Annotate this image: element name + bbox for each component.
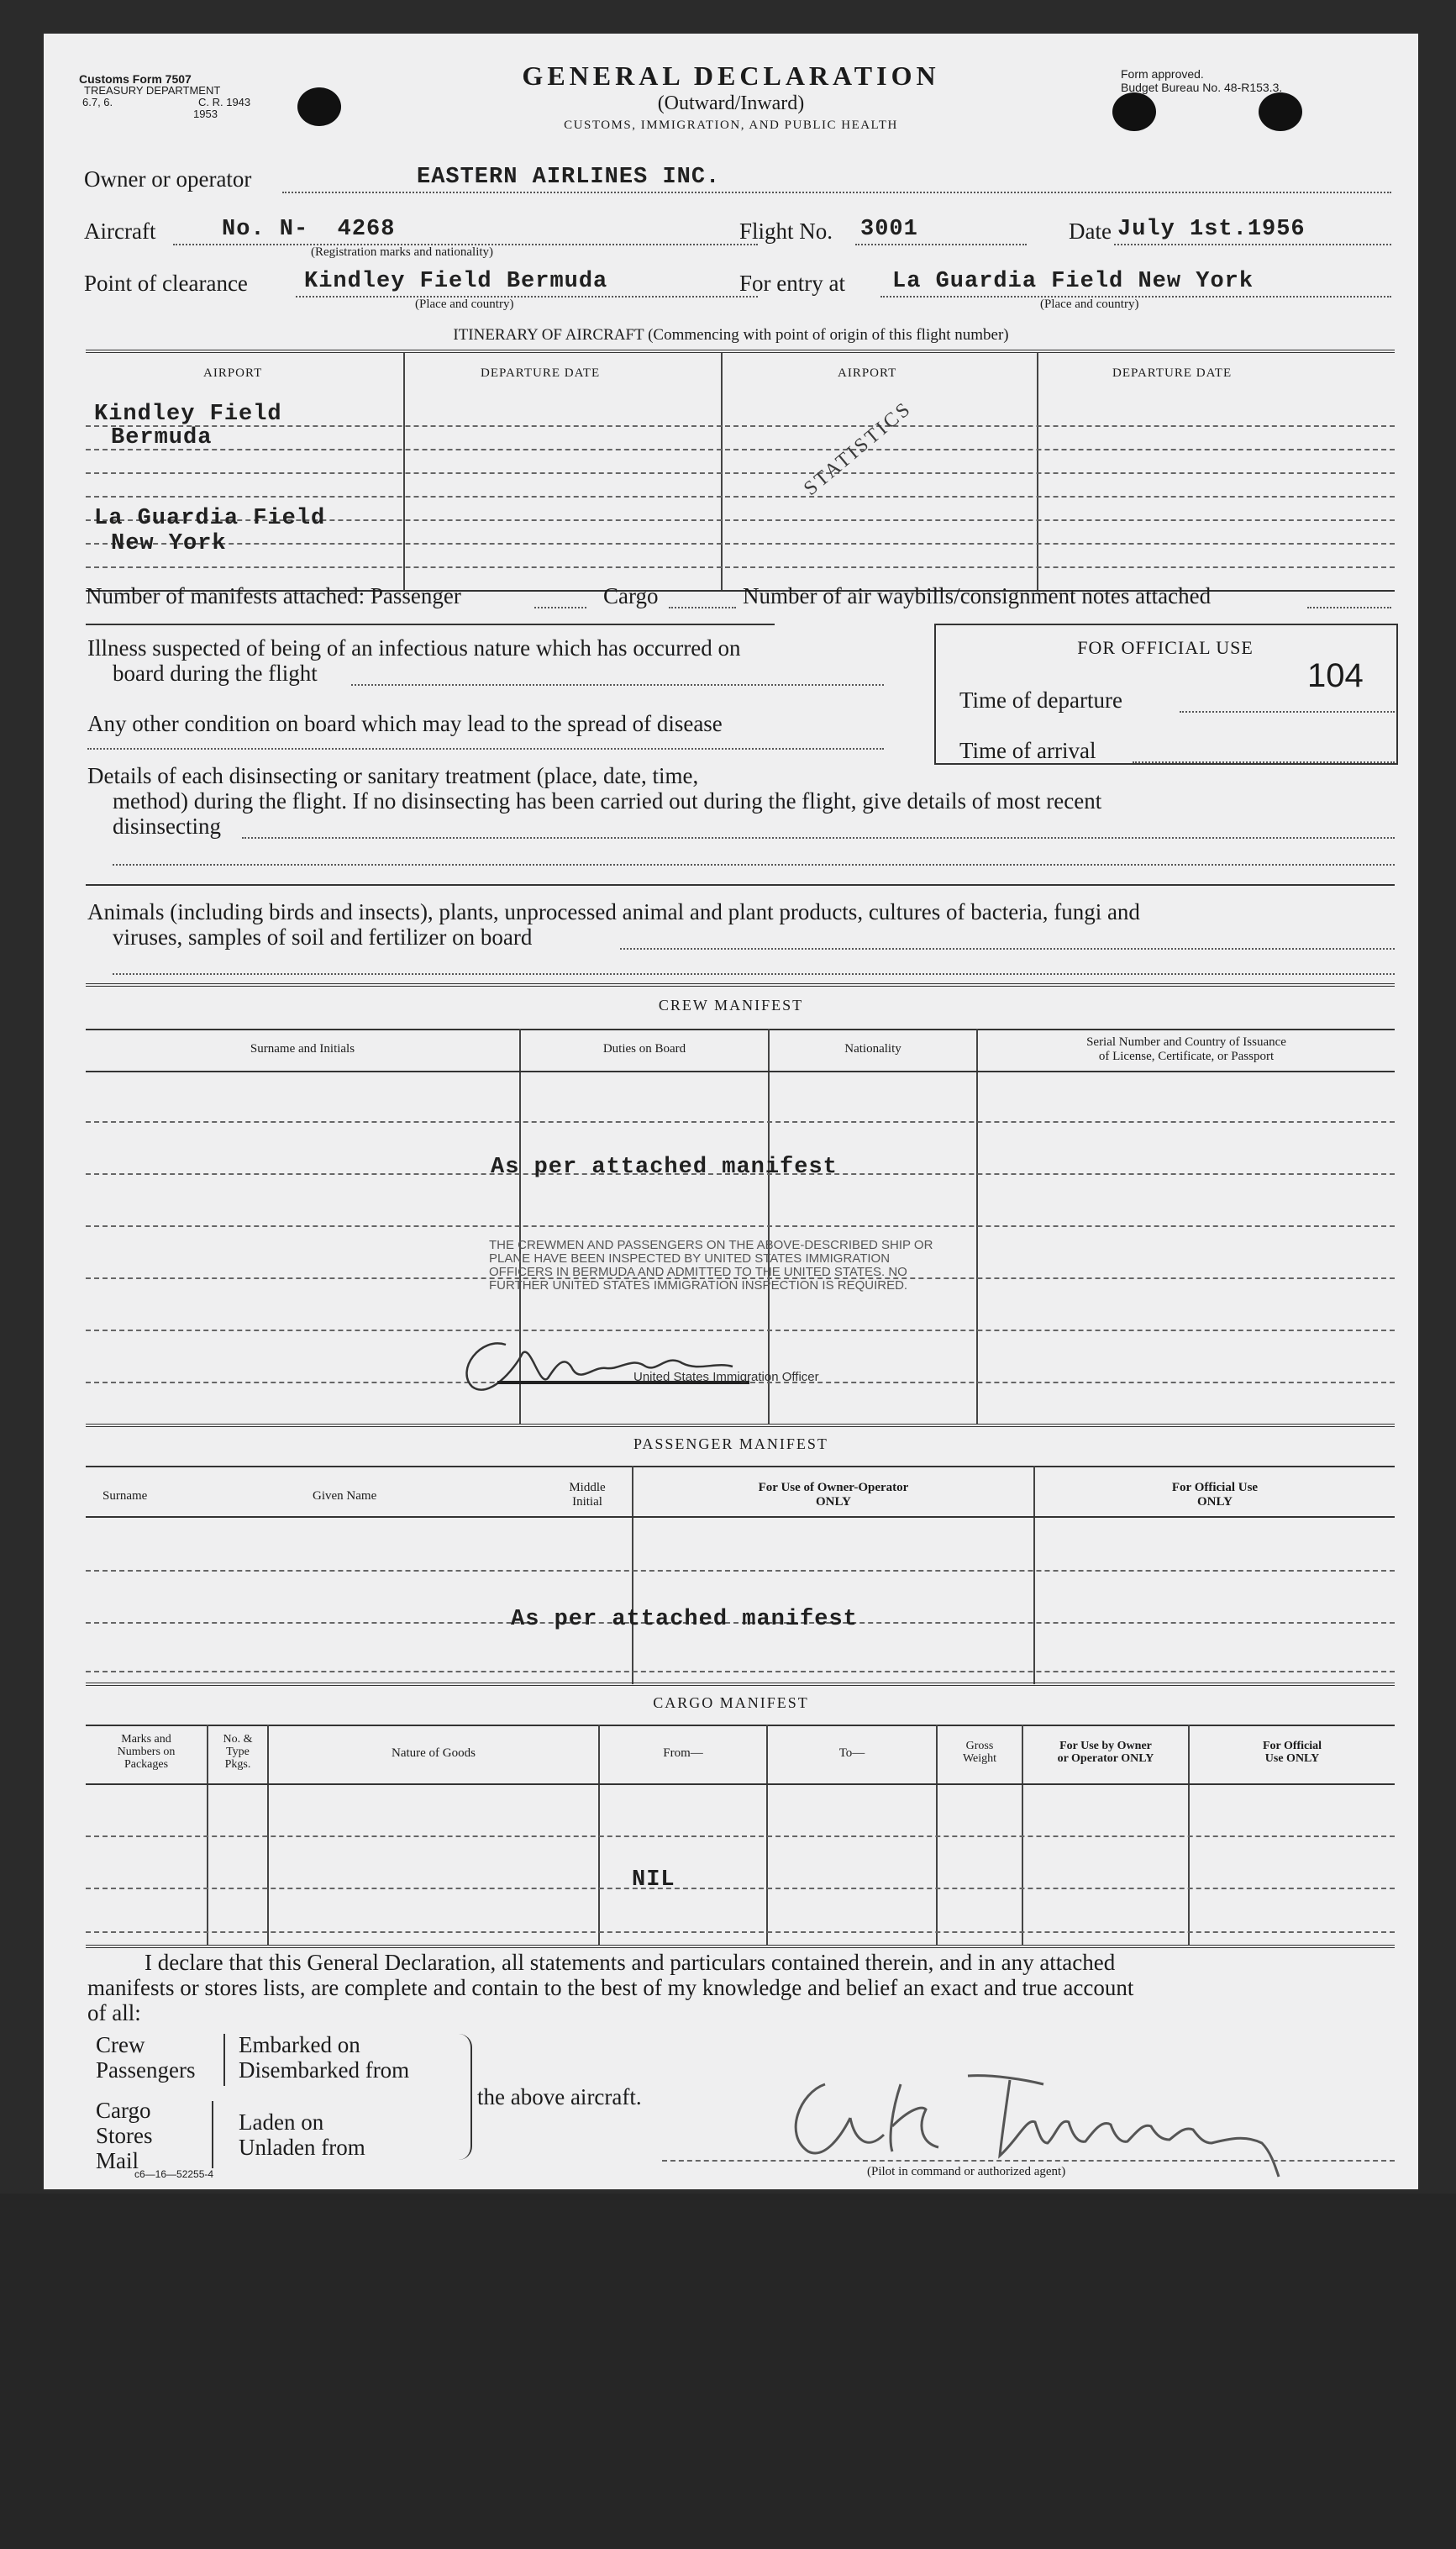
passenger-col-given: Given Name [313, 1489, 377, 1503]
clearance-note: (Place and country) [415, 298, 514, 311]
form-title: GENERAL DECLARATION [522, 61, 940, 91]
passenger-col-official-1: For Official Use [1171, 1481, 1259, 1494]
crew-col-serial-2: of License, Certificate, or Passport [1098, 1050, 1275, 1063]
crew-col-serial-1: Serial Number and Country of Issuance [1086, 1035, 1286, 1049]
cargo-divider [598, 1725, 600, 1945]
cargo-col-marks-line: Packages [124, 1758, 169, 1771]
animals-line [113, 973, 1395, 975]
manifests-label: Number of manifests attached: Passenger [86, 583, 461, 608]
pilot-label: (Pilot in command or authorized agent) [867, 2165, 1066, 2178]
itinerary-row-line [86, 496, 1395, 498]
manifests-cargo-line [669, 607, 736, 608]
cargo-col-pkgs [208, 1733, 267, 1771]
disinsect-line [113, 864, 1395, 866]
crew-manifest-title: CREW MANIFEST [658, 997, 804, 1014]
itinerary-col-departure-2: DEPARTURE DATE [1112, 366, 1233, 380]
form-number: Customs Form 7507 [79, 72, 192, 86]
aircraft-value: No. N- 4268 [222, 217, 396, 242]
declaration-embarked: Embarked on [239, 2032, 360, 2057]
passenger-bottom-rule [86, 1683, 1395, 1686]
passenger-col-middle-2: Initial [572, 1495, 602, 1509]
illness-label-2: board during the flight [113, 661, 318, 686]
itinerary-title: ITINERARY OF AIRCRAFT (Commencing with point of origin of this flight number) [453, 326, 1009, 344]
aircraft-note: (Registration marks and nationality) [311, 245, 494, 259]
cargo-divider [766, 1725, 768, 1945]
form-agencies: CUSTOMS, IMMIGRATION, AND PUBLIC HEALTH [564, 118, 898, 132]
itinerary-country-1: Bermuda [111, 425, 213, 450]
declaration-stores: Stores [96, 2123, 153, 2148]
manifests-cargo: Cargo [603, 583, 659, 608]
passenger-col-owner-2: ONLY [816, 1495, 851, 1509]
footer-code: c6—16—52255-4 [134, 2168, 214, 2180]
declaration-disembarked: Disembarked from [239, 2057, 410, 2083]
passenger-col-surname: Surname [102, 1489, 148, 1503]
time-of-departure-label: Time of departure [959, 687, 1122, 713]
passenger-typed-note: As per attached manifest [511, 1607, 858, 1632]
cargo-header-rule [86, 1725, 1395, 1726]
immigration-stamp [489, 1239, 933, 1293]
crew-header-rule [86, 1029, 1395, 1030]
officer-signature [447, 1319, 783, 1404]
disinsect-label-2: method) during the flight. If no disinsecting has been carried out during the flight, give details of most recent [113, 788, 1102, 814]
date-value: July 1st.1956 [1117, 217, 1306, 242]
date-line [1114, 244, 1391, 245]
date-label: Date [1069, 219, 1112, 244]
cargo-col-to: To— [838, 1746, 865, 1760]
cargo-col-owner [1023, 1740, 1188, 1765]
pilot-signature-line [662, 2160, 1395, 2162]
owner-value: EASTERN AIRLINES INC. [417, 165, 721, 190]
passenger-manifest-title: PASSENGER MANIFEST [633, 1435, 828, 1452]
crew-row-line [86, 1225, 1395, 1227]
entry-label: For entry at [739, 271, 845, 296]
passenger-divider [632, 1466, 633, 1684]
crew-top-rule [86, 983, 1395, 987]
declaration-mail: Mail [96, 2148, 139, 2173]
owner-line [282, 192, 1391, 193]
owner-label: Owner or operator [84, 166, 252, 192]
budget-bureau: Budget Bureau No. 48-R153.3. [1121, 81, 1283, 94]
manifests-waybills-line [1307, 607, 1391, 608]
declaration-crew: Crew [96, 2032, 145, 2057]
manifests-rule [86, 624, 775, 625]
itinerary-row-line [86, 566, 1395, 568]
cargo-col-weight [938, 1740, 1022, 1765]
cargo-col-marks-line: Numbers on [117, 1746, 176, 1758]
cargo-col-marks-line: Marks and [121, 1733, 171, 1746]
itinerary-divider [721, 353, 723, 590]
declaration-unladen: Unladen from [239, 2135, 365, 2160]
passenger-row-line [86, 1570, 1395, 1572]
crew-col-nationality: Nationality [844, 1042, 901, 1056]
passenger-col-middle-1: Middle [569, 1481, 606, 1494]
entry-value: La Guardia Field New York [892, 269, 1254, 294]
declaration-cargo: Cargo [96, 2098, 151, 2123]
declaration-above-aircraft: the above aircraft. [477, 2084, 642, 2109]
cargo-col-official-line: For Official [1262, 1740, 1322, 1752]
itinerary-country-2: New York [111, 531, 227, 556]
manifests-waybills: Number of air waybills/consignment notes attached [743, 583, 1212, 608]
clearance-label: Point of clearance [84, 271, 248, 296]
section-rule [86, 884, 1395, 886]
entry-note: (Place and country) [1040, 298, 1139, 311]
declaration-passengers: Passengers [96, 2057, 196, 2083]
immigration-stamp-line: THE CREWMEN AND PASSENGERS ON THE ABOVE-DESCRIBED SHIP OR [489, 1238, 933, 1252]
cr-year: 1953 [193, 108, 218, 120]
form-approved: Form approved. [1121, 67, 1204, 81]
passenger-col-official-2: ONLY [1197, 1495, 1233, 1509]
crew-row-line [86, 1121, 1395, 1123]
immigration-stamp-line: PLANE HAVE BEEN INSPECTED BY UNITED STATES IMMIGRATION [489, 1251, 891, 1266]
cargo-col-pkgs-line: Type [226, 1746, 250, 1758]
cargo-col-from: From— [663, 1746, 703, 1760]
itinerary-col-airport-2: AIRPORT [838, 366, 897, 380]
cargo-divider [267, 1725, 269, 1945]
cargo-col-pkgs-line: Pkgs. [224, 1758, 251, 1771]
official-use-number: 104 [1307, 657, 1364, 694]
disinsect-line [242, 837, 1395, 839]
passenger-divider [1033, 1466, 1035, 1684]
itinerary-col-departure: DEPARTURE DATE [481, 366, 601, 380]
flight-line [855, 244, 1027, 245]
cargo-row-line [86, 1835, 1395, 1837]
itinerary-divider [1037, 353, 1038, 590]
declaration-brace [215, 2034, 225, 2086]
official-use-title: FOR OFFICIAL USE [1077, 637, 1254, 658]
time-of-arrival-line [1133, 761, 1395, 763]
immigration-stamp-line: OFFICERS IN BERMUDA AND ADMITTED TO THE UNITED STATES. NO [489, 1265, 907, 1279]
aircraft-label: Aircraft [84, 219, 156, 244]
cargo-divider [1188, 1725, 1190, 1945]
scan-background [0, 2194, 1456, 2549]
cargo-col-goods: Nature of Goods [392, 1746, 476, 1760]
cargo-col-weight-line: Gross [965, 1740, 994, 1752]
clearance-value: Kindley Field Bermuda [304, 269, 608, 294]
clearance-line [296, 296, 758, 298]
cargo-divider [207, 1725, 208, 1945]
cargo-divider [936, 1725, 938, 1945]
time-of-arrival-label: Time of arrival [959, 738, 1096, 763]
declaration-line-2: manifests or stores lists, are complete and contain to the best of my knowledge and belief an exact and true account [87, 1975, 1134, 2000]
declaration-line-3: of all: [87, 2000, 141, 2025]
general-declaration-form [44, 34, 1418, 2189]
cargo-col-marks [86, 1733, 207, 1771]
cargo-col-weight-line: Weight [962, 1752, 997, 1765]
declaration-laden: Laden on [239, 2109, 324, 2135]
condition-label: Any other condition on board which may lead to the spread of disease [87, 711, 723, 736]
itinerary-row-line [86, 543, 1395, 545]
itinerary-row-line [86, 425, 1395, 427]
cr-number: C. R. 1943 [198, 96, 251, 108]
declaration-line-1: I declare that this General Declaration, all statements and particulars contained therein, and in any attached [145, 1950, 1116, 1975]
flight-label: Flight No. [739, 219, 833, 244]
crew-col-duties: Duties on Board [602, 1042, 686, 1056]
cargo-divider [1022, 1725, 1023, 1945]
cargo-col-owner-line: or Operator ONLY [1057, 1752, 1154, 1765]
animals-label-2: viruses, samples of soil and fertilizer on board [113, 924, 533, 950]
crew-typed-note: As per attached manifest [491, 1155, 838, 1180]
declaration-brace [203, 2101, 213, 2168]
passenger-col-owner-1: For Use of Owner-Operator [758, 1481, 909, 1494]
crew-subheader-rule [86, 1071, 1395, 1072]
cargo-bottom-rule [86, 1945, 1395, 1948]
illness-label-1: Illness suspected of being of an infectious nature which has occurred on [87, 635, 741, 661]
disinsect-label-1: Details of each disinsecting or sanitary treatment (place, date, time, [87, 763, 699, 788]
cargo-col-official-line: Use ONLY [1264, 1752, 1320, 1765]
immigration-stamp-line: FURTHER UNITED STATES IMMIGRATION INSPECTION IS REQUIRED. [489, 1278, 908, 1293]
illness-line [351, 684, 884, 686]
cargo-col-pkgs-line: No. & [223, 1733, 253, 1746]
passenger-subheader-rule [86, 1516, 1395, 1518]
animals-label-1: Animals (including birds and insects), plants, unprocessed animal and plant products, cultures of bacteria, fungi and [87, 899, 1140, 924]
itinerary-divider [403, 353, 405, 590]
declaration-main-brace [459, 2034, 472, 2160]
itinerary-row-line [86, 472, 1395, 474]
animals-line [620, 948, 1395, 950]
cargo-row-line [86, 1931, 1395, 1933]
itinerary-airport-1: Kindley Field [94, 402, 282, 427]
itinerary-col-airport: AIRPORT [203, 366, 263, 380]
condition-line [87, 748, 884, 750]
passenger-row-line [86, 1671, 1395, 1672]
itinerary-airport-2: La Guardia Field [94, 506, 326, 531]
cargo-col-official [1190, 1740, 1395, 1765]
cr-prefix: 6.7, 6. [82, 96, 113, 108]
form-subtitle: (Outward/Inward) [657, 92, 805, 114]
cargo-col-owner-line: For Use by Owner [1059, 1740, 1152, 1752]
manifests-passenger-line [534, 607, 586, 608]
cargo-subheader-rule [86, 1783, 1395, 1785]
passenger-header-rule [86, 1466, 1395, 1467]
time-of-departure-line [1180, 711, 1395, 713]
statistics-stamp: STATISTICS [800, 397, 917, 500]
itinerary-row-line [86, 449, 1395, 450]
itinerary-top-rule [86, 350, 1395, 353]
cargo-typed-note: NIL [632, 1867, 675, 1893]
cargo-row-line [86, 1888, 1395, 1889]
department: TREASURY DEPARTMENT [84, 84, 221, 97]
crew-col-surname: Surname and Initials [250, 1042, 355, 1056]
disinsect-label-3: disinsecting [113, 814, 221, 839]
flight-value: 3001 [860, 217, 918, 242]
crew-bottom-rule [86, 1424, 1395, 1427]
cargo-manifest-title: CARGO MANIFEST [653, 1694, 809, 1711]
officer-label: United States Immigration Officer [633, 1370, 819, 1384]
